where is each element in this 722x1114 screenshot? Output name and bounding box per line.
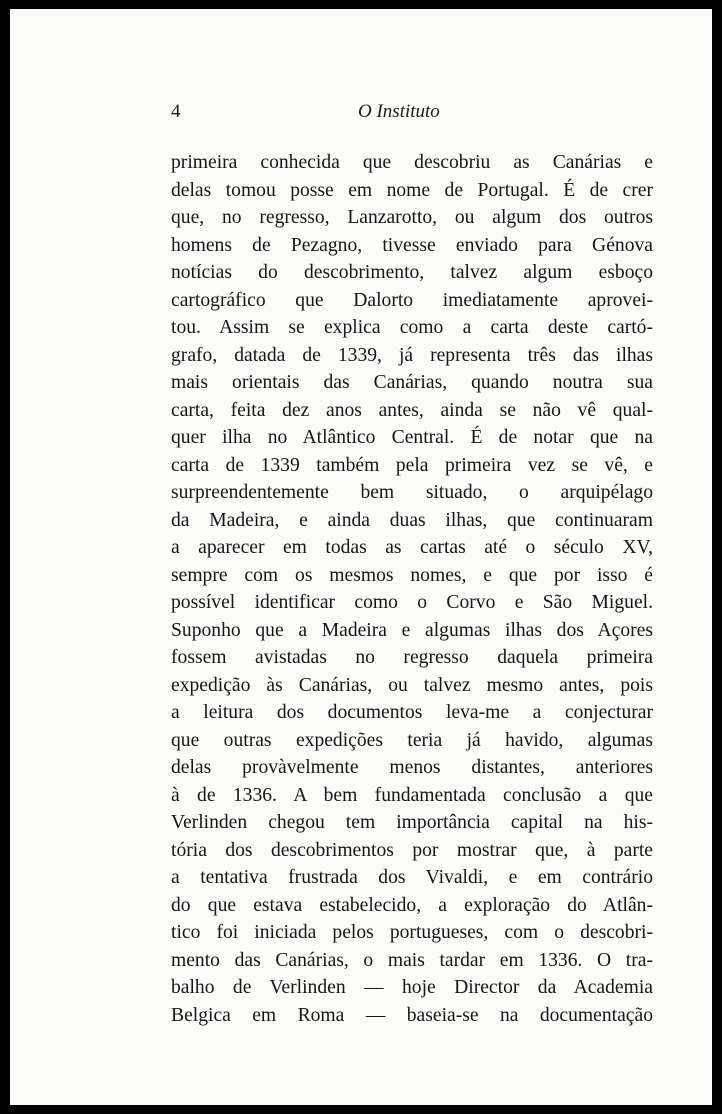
text-line: carta de 1339 também pela primeira vez se vê, e [171,454,653,476]
text-line: tória dos descobrimentos por mostrar que, à parte [171,839,653,861]
text-line: Verlinden chegou tem importância capital na his- [171,812,653,833]
text-line: que outras expedições teria já havido, algumas [171,729,653,751]
text-line: fossem avistadas no regresso daquela primeira [171,647,653,668]
text-line: primeira conhecida que descobriu as Canárias e [171,152,653,173]
text-line: tou. Assim se explica como a carta deste cartó- [171,317,653,338]
page-number: 4 [171,101,181,122]
text-line: delas tomou posse em nome de Portugal. É de crer [171,179,653,201]
text-line: a aparecer em todas as cartas até o século XV, [171,537,653,558]
body-paragraph [171,149,653,1029]
page-header [10,101,712,127]
text-line: homens de Pezagno, tivesse enviado para Génova [171,234,653,256]
text-line: grafo, datada de 1339, já representa três das ilhas [171,344,653,366]
text-line: surpreendentemente bem situado, o arquipélago [171,482,653,503]
text-line: mais orientais das Canárias, quando noutra sua [171,372,653,393]
text-line: Belgica em Roma — baseia-se na documentação [171,1004,653,1026]
text-line: delas provàvelmente menos distantes, anteriores [171,757,653,778]
text-line: Suponho que a Madeira e algumas ilhas dos Açores [171,619,653,641]
text-line: notícias do descobrimento, talvez algum esboço [171,262,653,283]
book-page [10,9,712,1105]
text-line: da Madeira, e ainda duas ilhas, que continuaram [171,509,653,531]
text-line: que, no regresso, Lanzarotto, ou algum dos outros [171,207,653,228]
text-line: à de 1336. A bem fundamentada conclusão a que [171,784,653,806]
text-line: tico foi iniciada pelos portugueses, com o descobri- [171,922,653,943]
text-line: expedição às Canárias, ou talvez mesmo antes, pois [171,674,653,696]
text-line: a tentativa frustrada dos Vivaldi, e em contrário [171,867,653,888]
text-line: do que estava estabelecido, a exploração do Atlân- [171,894,653,916]
text-line: mento das Canárias, o mais tardar em 1336. O tra- [171,949,653,971]
text-line: carta, feita dez anos antes, ainda se não vê qual- [171,399,653,421]
text-line: a leitura dos documentos leva-me a conjecturar [171,702,653,723]
running-title: O Instituto [358,101,440,122]
text-line: possível identificar como o Corvo e São Miguel. [171,592,653,613]
text-line: cartográfico que Dalorto imediatamente aprovei- [171,289,653,311]
text-line: balho de Verlinden — hoje Director da Academia [171,977,653,998]
text-line: quer ilha no Atlântico Central. É de notar que na [171,427,653,448]
text-line: sempre com os mesmos nomes, e que por isso é [171,564,653,586]
